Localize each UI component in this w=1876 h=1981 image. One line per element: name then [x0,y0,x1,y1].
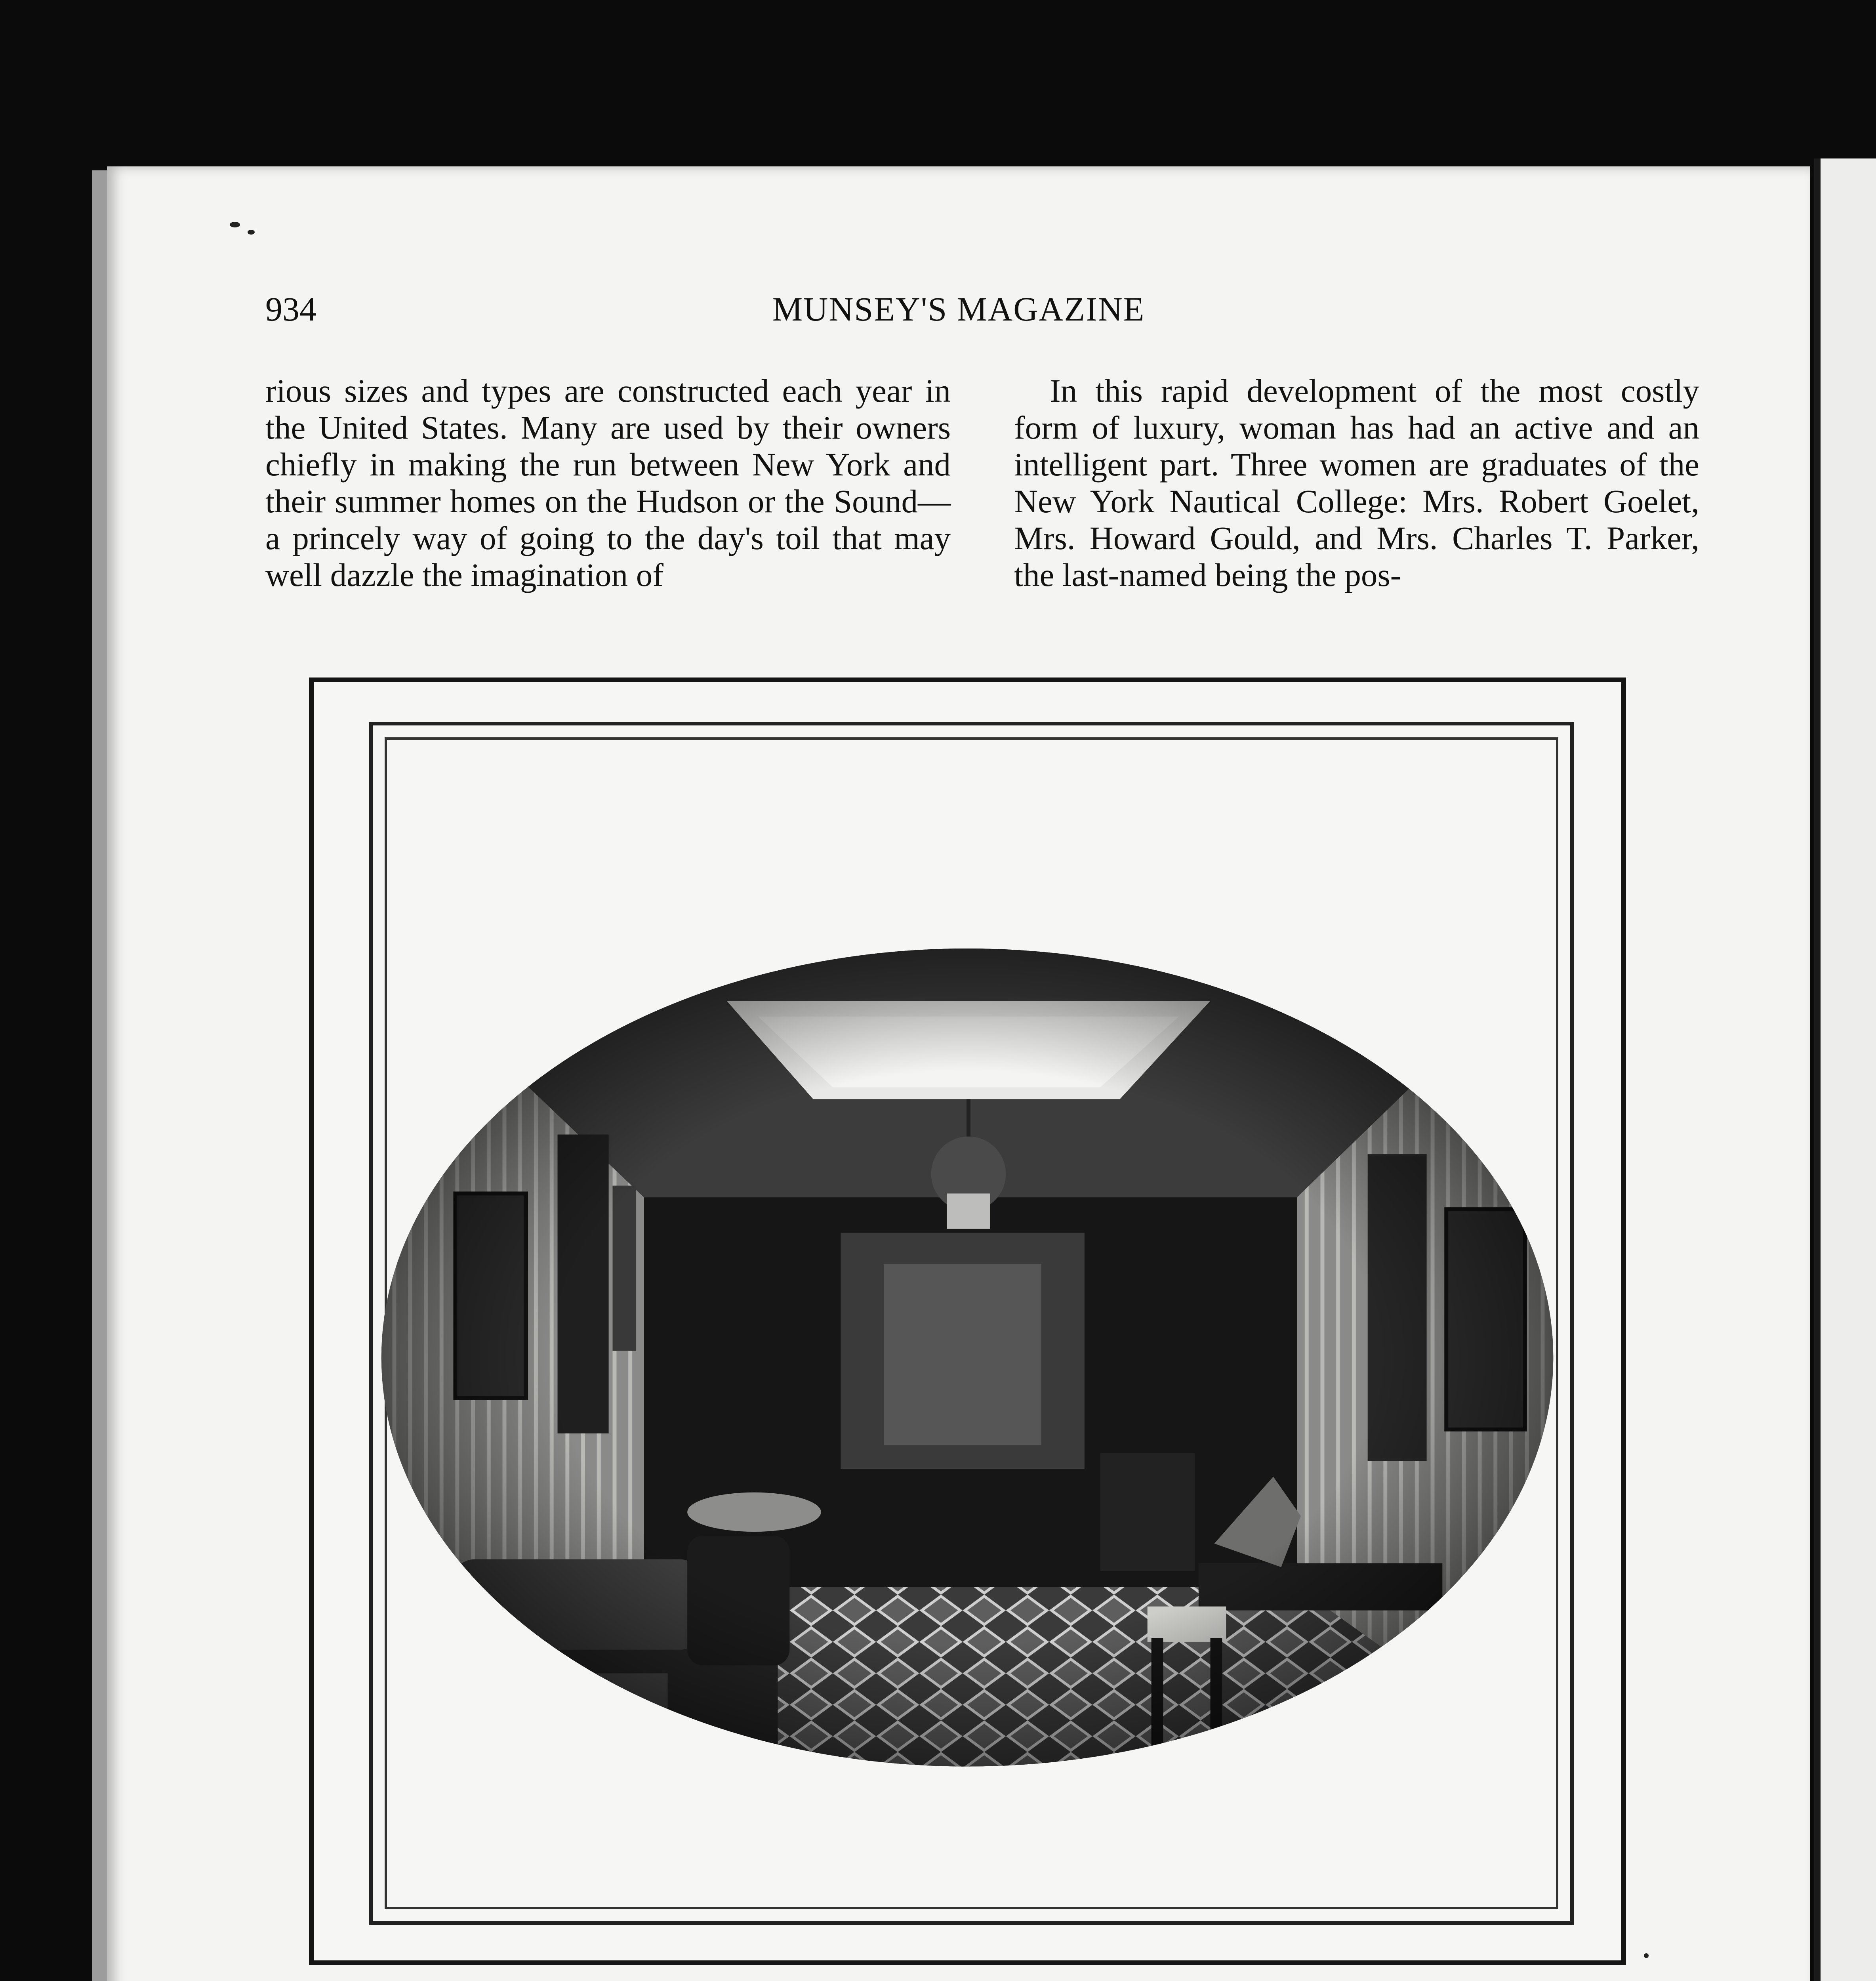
ink-speck [248,230,255,235]
top-left-column [265,372,951,594]
page-header [107,289,1810,337]
adjacent-page-edge [1814,158,1876,1981]
corridor-photograph [314,682,1621,1960]
magazine-page [107,166,1810,1981]
running-head: MUNSEY'S MAGAZINE [772,290,1145,328]
page-number: 934 [265,290,316,328]
paragraph: rious sizes and types are constructed each year in the United States. Many are used by their owners chiefly in making the run between New York and their summer homes on the Hudson or the Sound—a princely way of going to the day's toil that may well dazzle the imagination of [265,372,951,593]
page-gutter-shadow [92,170,109,1981]
ink-speck [1644,1953,1649,1958]
ink-speck [230,222,240,227]
top-right-column [1014,372,1699,594]
photo-frame [309,678,1626,1965]
paragraph: In this rapid development of the most costly form of luxury, woman has had an active and an intelligent part. Three women are graduates of the New York Nautical College: Mrs. Robert Goelet, Mrs. Howard Gould, and Mrs. Charles T. Parker, the last-named being the pos- [1014,372,1699,593]
